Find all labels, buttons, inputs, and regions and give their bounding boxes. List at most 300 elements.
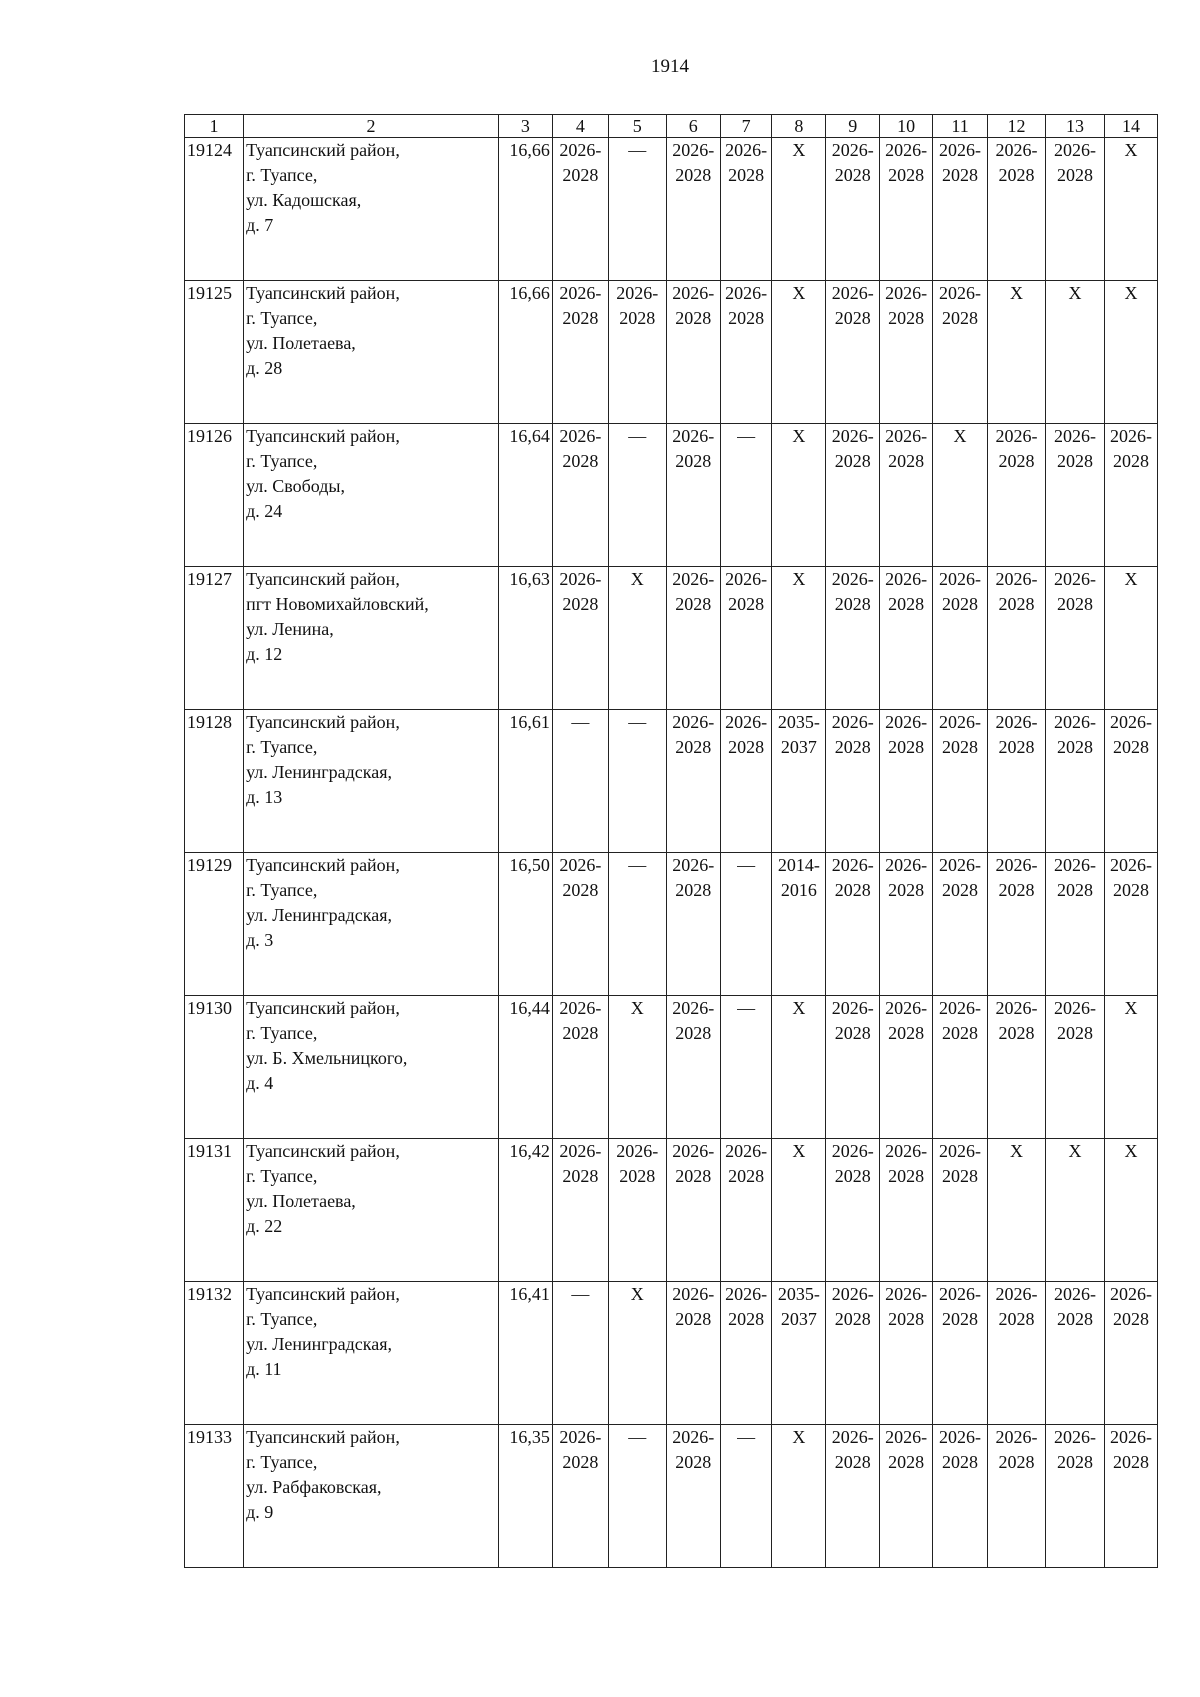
period-cell (1105, 138, 1158, 281)
address-line: г. Туапсе, (246, 1166, 318, 1186)
address-line: г. Туапсе, (246, 737, 318, 757)
period-value: 2026- 2028 (831, 1284, 874, 1329)
record-id: 19125 (185, 281, 244, 424)
table-row (185, 710, 1158, 853)
period-value: 2026- 2028 (1054, 140, 1097, 185)
address-cell (244, 1425, 499, 1568)
period-cell (1105, 424, 1158, 567)
area-value: 16,66 (498, 138, 552, 281)
period-cell (772, 1425, 826, 1568)
period-cell (666, 138, 720, 281)
period-cell (666, 424, 720, 567)
area-value: 16,50 (498, 853, 552, 996)
period-cell (933, 138, 988, 281)
period-cell (826, 567, 880, 710)
period-value: — (571, 1284, 590, 1304)
table-row (185, 281, 1158, 424)
period-value: 2026- 2028 (1110, 426, 1153, 471)
address-line: ул. Свободы, (246, 476, 346, 496)
period-value: 2026- 2028 (995, 1284, 1038, 1329)
period-cell (933, 1425, 988, 1568)
period-value: 2026- 2028 (885, 569, 928, 614)
period-value: 2026- 2028 (995, 712, 1038, 757)
period-value: 2014- 2016 (777, 855, 820, 900)
address-cell (244, 138, 499, 281)
period-cell (608, 1139, 666, 1282)
period-value: 2026- 2028 (1110, 1427, 1153, 1472)
column-header: 6 (666, 115, 720, 138)
period-value: 2026- 2028 (831, 140, 874, 185)
period-cell (552, 1425, 608, 1568)
period-value: 2026- 2028 (559, 569, 602, 614)
period-cell (933, 1139, 988, 1282)
period-cell (880, 567, 933, 710)
period-value: 2026- 2028 (939, 1284, 982, 1329)
period-cell (720, 710, 772, 853)
period-value: 2026- 2028 (831, 426, 874, 471)
address-cell (244, 996, 499, 1139)
period-value: 2026- 2028 (831, 283, 874, 328)
period-value: X (1068, 283, 1082, 303)
period-cell (1105, 710, 1158, 853)
address-cell (244, 1139, 499, 1282)
period-cell (880, 1139, 933, 1282)
period-cell (987, 424, 1045, 567)
period-cell (880, 281, 933, 424)
period-value: 2026- 2028 (559, 1427, 602, 1472)
period-value: — (571, 712, 590, 732)
period-cell (1046, 996, 1105, 1139)
period-cell (880, 1282, 933, 1425)
period-cell (720, 996, 772, 1139)
period-cell (772, 1282, 826, 1425)
period-cell (1105, 1425, 1158, 1568)
period-cell (987, 567, 1045, 710)
period-value: X (1124, 569, 1138, 589)
address-line: г. Туапсе, (246, 451, 318, 471)
address-line: ул. Полетаева, (246, 1191, 356, 1211)
period-value: 2026- 2028 (672, 569, 715, 614)
period-value: X (792, 426, 806, 446)
period-cell (608, 281, 666, 424)
address-line: ул. Ленинградская, (246, 762, 392, 782)
address-line: г. Туапсе, (246, 1023, 318, 1043)
period-value: 2026- 2028 (672, 712, 715, 757)
period-cell (608, 710, 666, 853)
header-row (185, 115, 1158, 138)
period-value: X (792, 140, 806, 160)
registry-table (184, 114, 1158, 1568)
period-cell (772, 853, 826, 996)
period-value: 2026- 2028 (885, 140, 928, 185)
period-value: 2026- 2028 (672, 998, 715, 1043)
period-cell (880, 853, 933, 996)
period-cell (608, 996, 666, 1139)
address-line: г. Туапсе, (246, 308, 318, 328)
period-value: — (628, 712, 647, 732)
column-header: 13 (1046, 115, 1105, 138)
address-line: ул. Кадошская, (246, 190, 362, 210)
period-value: X (953, 426, 967, 446)
period-cell (933, 853, 988, 996)
area-value: 16,41 (498, 1282, 552, 1425)
period-cell (720, 1282, 772, 1425)
period-cell (826, 1282, 880, 1425)
period-cell (1046, 138, 1105, 281)
period-value: — (628, 140, 647, 160)
column-header: 9 (826, 115, 880, 138)
period-value: 2026- 2028 (1110, 712, 1153, 757)
period-cell (720, 1425, 772, 1568)
address-line: д. 3 (246, 930, 274, 950)
period-value: X (1124, 283, 1138, 303)
address-line: д. 13 (246, 787, 283, 807)
address-line: Туапсинский район, (246, 998, 400, 1018)
area-value: 16,66 (498, 281, 552, 424)
period-value: 2026- 2028 (939, 140, 982, 185)
period-cell (608, 853, 666, 996)
period-cell (987, 1425, 1045, 1568)
period-value: 2026- 2028 (1110, 855, 1153, 900)
address-line: Туапсинский район, (246, 140, 400, 160)
period-value: 2026- 2028 (672, 140, 715, 185)
period-cell (1105, 281, 1158, 424)
period-value: 2026- 2028 (725, 712, 768, 757)
address-line: д. 4 (246, 1073, 274, 1093)
column-header: 4 (552, 115, 608, 138)
period-value: 2035- 2037 (777, 1284, 820, 1329)
period-cell (1046, 710, 1105, 853)
page-number: 1914 (651, 56, 689, 77)
column-header: 2 (244, 115, 499, 138)
period-cell (552, 1139, 608, 1282)
period-cell (933, 1282, 988, 1425)
address-line: д. 24 (246, 501, 283, 521)
period-value: 2026- 2028 (831, 1427, 874, 1472)
period-value: 2026- 2028 (939, 1427, 982, 1472)
period-cell (1046, 281, 1105, 424)
period-cell (666, 710, 720, 853)
period-value: 2026- 2028 (939, 998, 982, 1043)
period-cell (552, 996, 608, 1139)
period-value: 2026- 2028 (672, 283, 715, 328)
period-cell (666, 1425, 720, 1568)
period-cell (933, 424, 988, 567)
period-cell (987, 996, 1045, 1139)
column-header: 5 (608, 115, 666, 138)
period-value: X (630, 998, 644, 1018)
record-id: 19131 (185, 1139, 244, 1282)
period-value: X (792, 283, 806, 303)
period-cell (552, 567, 608, 710)
period-cell (772, 567, 826, 710)
period-value: 2026- 2028 (885, 998, 928, 1043)
period-cell (880, 996, 933, 1139)
period-cell (666, 1282, 720, 1425)
period-value: 2026- 2028 (725, 140, 768, 185)
period-value: 2026- 2028 (672, 1141, 715, 1186)
period-value: 2026- 2028 (725, 283, 768, 328)
period-value: 2026- 2028 (939, 283, 982, 328)
record-id: 19130 (185, 996, 244, 1139)
address-line: Туапсинский район, (246, 569, 400, 589)
period-cell (1105, 853, 1158, 996)
period-cell (666, 996, 720, 1139)
period-value: 2026- 2028 (616, 1141, 659, 1186)
area-value: 16,35 (498, 1425, 552, 1568)
period-value: 2026- 2028 (831, 998, 874, 1043)
period-value: 2026- 2028 (995, 140, 1038, 185)
period-value: 2026- 2028 (672, 855, 715, 900)
period-cell (1046, 424, 1105, 567)
address-line: г. Туапсе, (246, 1309, 318, 1329)
period-value: 2026- 2028 (725, 569, 768, 614)
record-id: 19133 (185, 1425, 244, 1568)
column-header: 11 (933, 115, 988, 138)
period-cell (826, 710, 880, 853)
period-value: — (737, 998, 756, 1018)
period-cell (1046, 567, 1105, 710)
period-value: 2026- 2028 (559, 1141, 602, 1186)
period-value: 2026- 2028 (995, 998, 1038, 1043)
address-line: Туапсинский район, (246, 855, 400, 875)
period-value: 2026- 2028 (1054, 855, 1097, 900)
period-cell (1046, 853, 1105, 996)
period-cell (666, 853, 720, 996)
address-line: г. Туапсе, (246, 880, 318, 900)
table-row (185, 424, 1158, 567)
period-cell (608, 1282, 666, 1425)
period-value: 2026- 2028 (672, 1427, 715, 1472)
period-cell (720, 853, 772, 996)
address-line: г. Туапсе, (246, 1452, 318, 1472)
area-value: 16,44 (498, 996, 552, 1139)
period-value: 2026- 2028 (885, 1427, 928, 1472)
period-cell (552, 424, 608, 567)
period-cell (880, 138, 933, 281)
record-id: 19127 (185, 567, 244, 710)
column-header: 14 (1105, 115, 1158, 138)
column-header: 1 (185, 115, 244, 138)
period-cell (987, 138, 1045, 281)
period-value: — (628, 855, 647, 875)
period-value: — (737, 855, 756, 875)
table-row (185, 1282, 1158, 1425)
period-cell (933, 567, 988, 710)
period-value: — (737, 426, 756, 446)
address-line: Туапсинский район, (246, 1284, 400, 1304)
address-line: д. 22 (246, 1216, 283, 1236)
period-value: 2026- 2028 (831, 569, 874, 614)
address-line: г. Туапсе, (246, 165, 318, 185)
record-id: 19128 (185, 710, 244, 853)
period-value: 2026- 2028 (831, 1141, 874, 1186)
period-value: 2026- 2028 (1054, 712, 1097, 757)
period-value: 2026- 2028 (939, 569, 982, 614)
address-line: пгт Новомихайловский, (246, 594, 429, 614)
period-value: 2026- 2028 (831, 855, 874, 900)
period-cell (608, 567, 666, 710)
period-value: X (1124, 140, 1138, 160)
period-value: — (628, 426, 647, 446)
record-id: 19129 (185, 853, 244, 996)
record-id: 19132 (185, 1282, 244, 1425)
period-cell (772, 996, 826, 1139)
address-line: д. 11 (246, 1359, 282, 1379)
period-value: X (1068, 1141, 1082, 1161)
period-cell (880, 1425, 933, 1568)
period-cell (826, 138, 880, 281)
period-cell (933, 281, 988, 424)
period-cell (826, 853, 880, 996)
period-value: 2026- 2028 (831, 712, 874, 757)
area-value: 16,63 (498, 567, 552, 710)
address-line: д. 7 (246, 215, 274, 235)
column-header: 3 (498, 115, 552, 138)
period-cell (772, 1139, 826, 1282)
period-cell (880, 710, 933, 853)
period-value: 2026- 2028 (1054, 1284, 1097, 1329)
period-value: 2026- 2028 (1054, 426, 1097, 471)
period-value: 2026- 2028 (885, 712, 928, 757)
address-line: ул. Б. Хмельницкого, (246, 1048, 408, 1068)
period-value: 2026- 2028 (725, 1141, 768, 1186)
table-row (185, 996, 1158, 1139)
period-value: 2026- 2028 (885, 283, 928, 328)
table-row (185, 1139, 1158, 1282)
address-line: д. 9 (246, 1502, 274, 1522)
period-cell (552, 138, 608, 281)
period-value: X (630, 569, 644, 589)
address-line: Туапсинский район, (246, 1427, 400, 1447)
period-value: 2026- 2028 (559, 998, 602, 1043)
column-header: 10 (880, 115, 933, 138)
column-header: 7 (720, 115, 772, 138)
period-cell (826, 281, 880, 424)
period-cell (552, 710, 608, 853)
period-value: 2026- 2028 (885, 1141, 928, 1186)
period-value: X (1124, 1141, 1138, 1161)
address-line: Туапсинский район, (246, 1141, 400, 1161)
address-line: Туапсинский район, (246, 283, 400, 303)
period-value: 2026- 2028 (995, 855, 1038, 900)
period-value: 2026- 2028 (1054, 569, 1097, 614)
period-cell (720, 424, 772, 567)
address-cell (244, 424, 499, 567)
period-value: 2026- 2028 (672, 426, 715, 471)
period-cell (1105, 567, 1158, 710)
period-value: 2026- 2028 (939, 855, 982, 900)
period-value: X (792, 1141, 806, 1161)
address-line: Туапсинский район, (246, 426, 400, 446)
period-cell (772, 281, 826, 424)
period-value: 2026- 2028 (725, 1284, 768, 1329)
period-value: 2026- 2028 (885, 855, 928, 900)
address-cell (244, 1282, 499, 1425)
period-value: 2026- 2028 (995, 1427, 1038, 1472)
address-line: д. 28 (246, 358, 283, 378)
table-row (185, 567, 1158, 710)
address-line: ул. Ленинградская, (246, 905, 392, 925)
address-line: ул. Рабфаковская, (246, 1477, 382, 1497)
period-cell (987, 710, 1045, 853)
column-header: 12 (987, 115, 1045, 138)
period-value: X (630, 1284, 644, 1304)
period-cell (1105, 1282, 1158, 1425)
period-cell (552, 1282, 608, 1425)
table-row (185, 1425, 1158, 1568)
period-cell (720, 567, 772, 710)
address-cell (244, 281, 499, 424)
period-value: 2026- 2028 (939, 1141, 982, 1186)
period-cell (666, 281, 720, 424)
period-cell (552, 853, 608, 996)
period-cell (720, 281, 772, 424)
period-cell (933, 710, 988, 853)
period-cell (772, 424, 826, 567)
record-id: 19126 (185, 424, 244, 567)
period-value: 2026- 2028 (1054, 998, 1097, 1043)
address-line: ул. Полетаева, (246, 333, 356, 353)
period-cell (608, 138, 666, 281)
period-value: 2026- 2028 (885, 426, 928, 471)
period-value: 2026- 2028 (939, 712, 982, 757)
period-value: 2026- 2028 (672, 1284, 715, 1329)
address-cell (244, 853, 499, 996)
period-value: 2026- 2028 (885, 1284, 928, 1329)
period-cell (552, 281, 608, 424)
period-value: 2026- 2028 (1054, 1427, 1097, 1472)
period-value: 2026- 2028 (995, 426, 1038, 471)
period-value: 2026- 2028 (559, 426, 602, 471)
record-id: 19124 (185, 138, 244, 281)
period-value: X (792, 1427, 806, 1447)
period-cell (987, 281, 1045, 424)
period-cell (666, 567, 720, 710)
table-row (185, 853, 1158, 996)
period-cell (772, 138, 826, 281)
address-line: ул. Ленина, (246, 619, 334, 639)
area-value: 16,61 (498, 710, 552, 853)
period-value: X (792, 569, 806, 589)
address-cell (244, 567, 499, 710)
period-cell (1046, 1282, 1105, 1425)
area-value: 16,64 (498, 424, 552, 567)
period-cell (1105, 996, 1158, 1139)
period-cell (826, 1139, 880, 1282)
address-cell (244, 710, 499, 853)
period-value: X (1009, 283, 1023, 303)
period-cell (880, 424, 933, 567)
period-cell (987, 853, 1045, 996)
period-cell (1105, 1139, 1158, 1282)
period-cell (1046, 1425, 1105, 1568)
column-header: 8 (772, 115, 826, 138)
period-value: X (1124, 998, 1138, 1018)
address-line: Туапсинский район, (246, 712, 400, 732)
period-cell (987, 1282, 1045, 1425)
period-cell (608, 424, 666, 567)
address-line: ул. Ленинградская, (246, 1334, 392, 1354)
period-cell (987, 1139, 1045, 1282)
period-value: 2026- 2028 (559, 283, 602, 328)
period-cell (826, 996, 880, 1139)
period-value: X (1009, 1141, 1023, 1161)
period-value: — (628, 1427, 647, 1447)
period-cell (933, 996, 988, 1139)
period-cell (1046, 1139, 1105, 1282)
address-line: д. 12 (246, 644, 283, 664)
